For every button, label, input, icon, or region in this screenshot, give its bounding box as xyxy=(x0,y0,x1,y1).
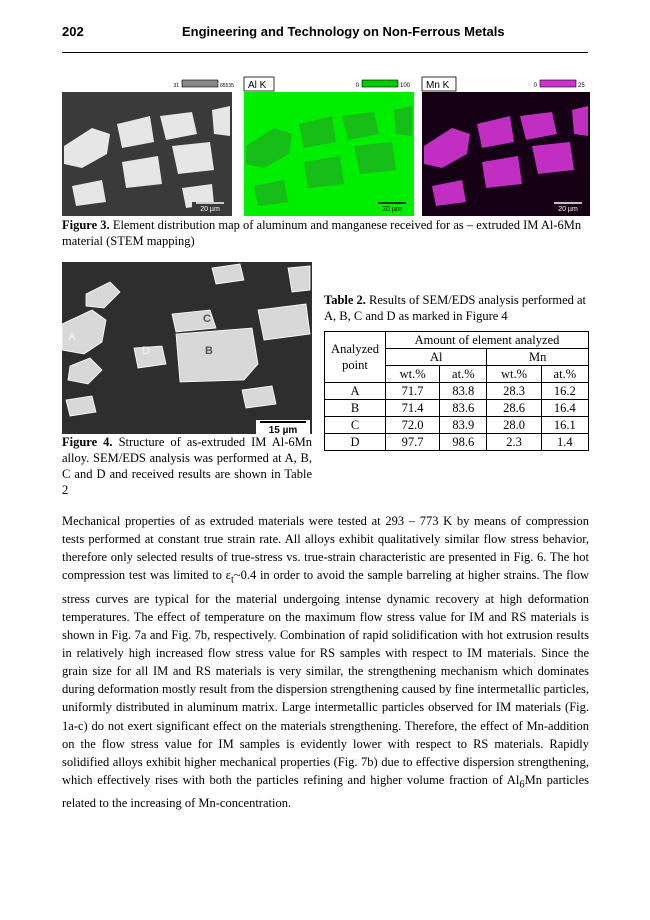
body-text-part2: ~0.4 in order to avoid the sample barreling at higher strains. The flow stress curves are typical for the material undergoing intense dynamic recovery at high deformation temperatures. The effect of temperature on the maximum flow stress value for IM and RS materials is shown in Fig. 7a and Fig. 7b, respectively. Combination of rapid solidification with hot extrusion results in relatively high increased flow stress value for RS samples with respect to IM materials. Since the grain size for all IM and RS materials is very similar, the strengthening mechanism which dominates during deformation mostly result from the dispersion strengthening caused by fine intermetallic particles, uniformly distributed in aluminum matrix. Large intermetallic particles observed for IM materials (Fig. 1a-c) do not exert significant effect on the materials strengthening. Therefore, the effect of Mn-addition on the flow stress value for IM samples is evidently lower with respect to RS materials. Rapidly solidified alloys exhibit higher mechanical properties (Fig. 7b) due to effective dispersion strengthening, which effectively rises with both the particles refining and higher volume fraction of Al xyxy=(62,568,589,787)
table2-cell: 71.4 xyxy=(386,400,440,417)
figure3-panel-mn xyxy=(422,76,590,216)
table2-cell: 83.9 xyxy=(440,417,487,434)
table2-cell: 28.6 xyxy=(487,400,541,417)
table2-cell: 97.7 xyxy=(386,434,440,451)
figure3-panel3-range-min: 0 xyxy=(533,83,537,89)
table2-unit: wt.% xyxy=(386,366,440,383)
body-paragraph xyxy=(62,512,589,813)
header-rule xyxy=(62,52,588,53)
figure3-panel3-label: Mn K xyxy=(426,80,450,91)
table2-cell: 1.4 xyxy=(541,434,588,451)
table2-caption xyxy=(324,292,590,324)
page-number: 202 xyxy=(62,24,84,39)
table2-cell: 98.6 xyxy=(440,434,487,451)
table-row xyxy=(325,434,589,451)
figure3-panel2-label: Al K xyxy=(248,80,267,91)
figure3-panel3-range-max: 25 xyxy=(578,83,585,89)
table-row xyxy=(325,400,589,417)
table2 xyxy=(324,331,589,451)
body-subscript-t: t xyxy=(230,574,234,586)
table2-point: D xyxy=(325,434,386,451)
body-text-part1: Mechanical properties of as extruded materials were tested at 293 – 773 K by means of compression tests performed at constant true strain rate. All alloys exhibit qualitatively similar flow stress behavior, therefore only selected results of true-stress vs. true-strain characteristic are presented in Fig. 6. The hot compression test was limited to ε xyxy=(62,514,589,583)
table2-header-mn: Mn xyxy=(487,349,589,366)
table2-cell: 16.2 xyxy=(541,383,588,400)
table2-cell: 71.7 xyxy=(386,383,440,400)
table2-cell: 2.3 xyxy=(487,434,541,451)
table2-point: A xyxy=(325,383,386,400)
figure4-scale-bar: 15 µm xyxy=(268,425,298,436)
figure4-caption-text: Structure of as-extruded IM Al-6Mn alloy. SEM/EDS analysis was performed at A, B, C and D and received results are shown in Table 2 xyxy=(62,435,312,497)
table2-unit: wt.% xyxy=(487,366,541,383)
table-row xyxy=(325,383,589,400)
table2-unit: at.% xyxy=(440,366,487,383)
page-header xyxy=(62,24,588,44)
figure4-caption xyxy=(62,434,312,498)
table2-point: C xyxy=(325,417,386,434)
figure4-caption-label: Figure 4. xyxy=(62,435,113,449)
figure3-panel2-scale-bar: 20 µm xyxy=(382,206,402,213)
figure4-micrograph xyxy=(62,262,312,434)
table2-cell: 28.3 xyxy=(487,383,541,400)
table2-cell: 16.1 xyxy=(541,417,588,434)
table2-point: B xyxy=(325,400,386,417)
table2-cell: 28.0 xyxy=(487,417,541,434)
table2-unit: at.% xyxy=(541,366,588,383)
figure3-caption-text: Element distribution map of aluminum and manganese received for as – extruded IM Al-6Mn material (STEM mapping) xyxy=(62,218,582,248)
table2-cell: 16.4 xyxy=(541,400,588,417)
figure3-panel-al xyxy=(244,76,414,216)
body-text-part3: Mn particles related to the increasing of Mn-concentration. xyxy=(62,772,589,811)
table2-header-al: Al xyxy=(386,349,487,366)
table2-cell: 83.8 xyxy=(440,383,487,400)
table2-caption-label: Table 2. xyxy=(324,293,366,307)
table-row xyxy=(325,417,589,434)
figure3-panel2-range-min: 0 xyxy=(355,83,359,89)
figure3-panel1-range-max: 65535 xyxy=(220,83,234,89)
figure3-panel-sem xyxy=(62,76,232,216)
figure3-caption xyxy=(62,217,589,249)
table2-cell: 72.0 xyxy=(386,417,440,434)
figure4-point-c: C xyxy=(203,313,211,325)
journal-title: Engineering and Technology on Non-Ferrous Metals xyxy=(182,24,505,39)
figure3-panel1-scale-bar: 20 µm xyxy=(200,206,220,213)
figure3-caption-label: Figure 3. xyxy=(62,218,110,232)
table2-cell: 83.6 xyxy=(440,400,487,417)
body-subscript-6: 6 xyxy=(519,779,525,791)
table2-caption-text: Results of SEM/EDS analysis performed at A, B, C and D as marked in Figure 4 xyxy=(324,293,587,323)
figure3-panel1-range-min: 31 xyxy=(173,83,179,89)
figure4-point-b: B xyxy=(205,345,213,357)
figure3-panel3-scale-bar: 20 µm xyxy=(558,206,578,213)
table2-header-point: Analyzed point xyxy=(325,332,386,383)
figure3-panel2-range-max: 100 xyxy=(400,83,411,89)
table2-header-group: Amount of element analyzed xyxy=(386,332,589,349)
figure4-point-d: D xyxy=(142,345,150,357)
figure4-point-a: A xyxy=(68,331,76,343)
